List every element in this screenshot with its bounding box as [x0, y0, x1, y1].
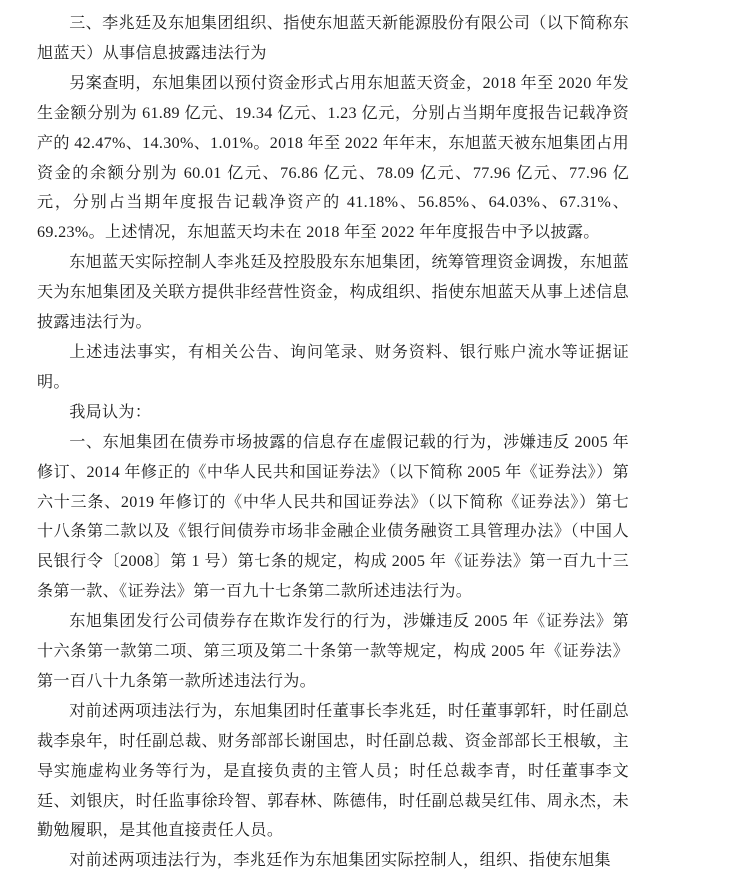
paragraph-opinion-one-false-records: 一、东旭集团在债券市场披露的信息存在虚假记载的行为，涉嫌违反 2005 年修订、2014 年修正的《中华人民共和国证券法》（以下简称 2005 年《证券法》）第六十三条、2019 年修订的《中华人民共和国证券法》（以下简称《证券法》）第七十八条第二款以及《银行间债券市场非金融企业债务融资工具管理办法》（中国人民银行令〔2008〕第 1 号）第七条的规定，构成 2005 年《证券法》第一百九十三条第一款、《证券法》第一百九十七条第二款所述违法行为。 [37, 433, 629, 601]
paragraph-controller-liability-partial: 对前述两项违法行为，李兆廷作为东旭集团实际控制人，组织、指使东旭集 [69, 852, 611, 870]
document-text-body [37, 0, 629, 876]
paragraph-section-three-heading: 三、李兆廷及东旭集团组织、指使东旭蓝天新能源股份有限公司（以下简称东旭蓝天）从事信息披露违法行为 [37, 15, 629, 62]
paragraph-responsible-persons: 对前述两项违法行为，东旭集团时任董事长李兆廷，时任董事郭轩，时任副总裁李泉年，时任副总裁、财务部部长谢国忠，时任副总裁、资金部部长王根敏，主导实施虚构业务等行为，是直接负责的主管人员；时任总裁李青，时任董事李文廷、刘银庆，时任监事徐玲智、郭春林、陈德伟，时任副总裁吴红伟、周永杰，未勤勉履职，是其他直接责任人员。 [37, 702, 629, 840]
paragraph-evidence-statement: 上述违法事实，有相关公告、询问笔录、财务资料、银行账户流水等证据证明。 [37, 343, 629, 391]
paragraph-opinion-fraudulent-issuance: 东旭集团发行公司债券存在欺诈发行的行为，涉嫌违反 2005 年《证券法》第十六条第一款第二项、第三项及第二十条第一款等规定，构成 2005 年《证券法》第一百八十九条第一款所述违法行为。 [37, 613, 629, 690]
paragraph-finding-fund-occupation: 另案查明，东旭集团以预付资金形式占用东旭蓝天资金，2018 年至 2020 年发生金额分别为 61.89 亿元、19.34 亿元、1.23 亿元，分别占当期年度报告记载净资产的 42.47%、14.30%、1.01%。2018 年至 2022 年年末，东旭蓝天被东旭集团占用资金的余额分别为 60.01 亿元、76.86 亿元、78.09 亿元、77.96 亿元、77.96 亿元，分别占当期年度报告记载净资产的 41.18%、56.85%、64.03%、67.31%、69.23%。上述情况，东旭蓝天均未在 2018 年至 2022 年年度报告中予以披露。 [37, 74, 629, 242]
paragraph-finding-controller-organized: 东旭蓝天实际控制人李兆廷及控股股东东旭集团，统筹管理资金调拨，东旭蓝天为东旭集团及关联方提供非经营性资金，构成组织、指使东旭蓝天从事上述信息披露违法行为。 [37, 254, 629, 332]
paragraph-bureau-opinion-lead: 我局认为： [69, 403, 152, 421]
